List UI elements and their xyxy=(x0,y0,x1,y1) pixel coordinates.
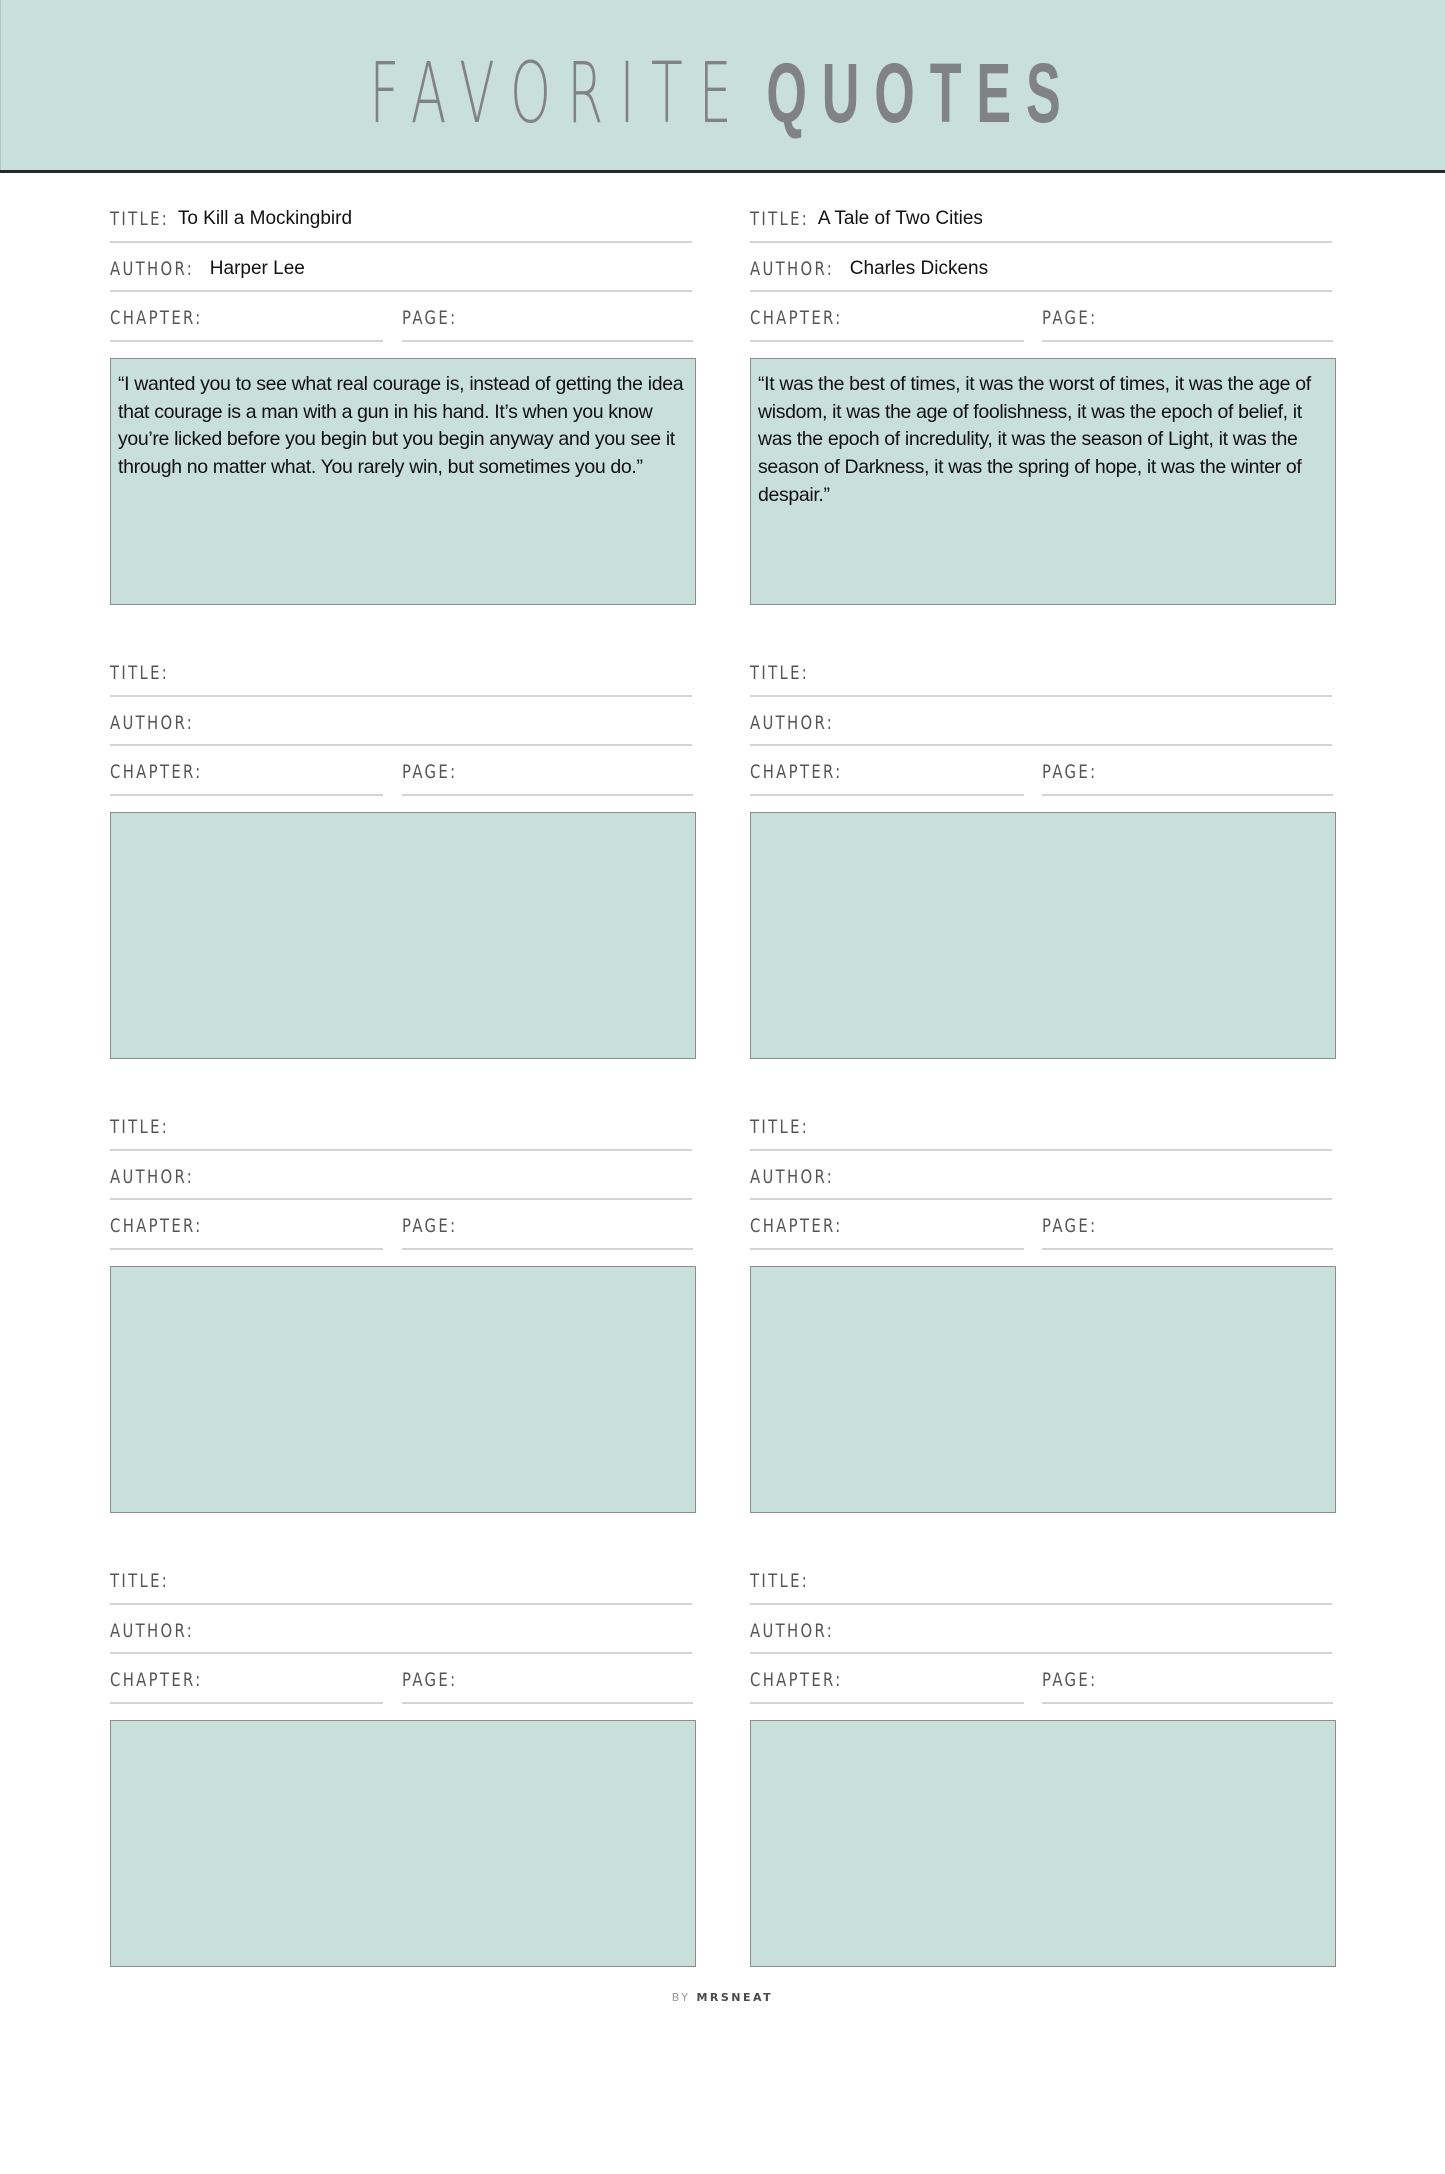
quote-textbox[interactable] xyxy=(750,812,1336,1059)
chapter-label: CHAPTER: xyxy=(110,761,203,783)
title-label: TITLE: xyxy=(110,1570,170,1592)
chapter-field[interactable] xyxy=(750,301,861,329)
quote-textbox[interactable]: “It was the best of times, it was the worst of times, it was the age of wisdom, it was the age of foolishness, it was the epoch of belief, it was the epoch of incredulity, it was the season of Light, it was the season of Darkness, it was the spring of hope, it was the winter of despair.” xyxy=(750,358,1336,605)
author-field[interactable] xyxy=(110,1160,210,1188)
chapter-field[interactable] xyxy=(110,1663,221,1691)
footer-brand: MRSNEAT xyxy=(696,1991,774,2004)
author-label: AUTHOR: xyxy=(110,258,195,280)
title-underline xyxy=(750,241,1332,243)
chapter-field[interactable] xyxy=(750,1209,861,1237)
title-field[interactable] xyxy=(750,1110,818,1138)
page-underline xyxy=(1042,340,1333,342)
page-label: PAGE: xyxy=(402,1669,458,1691)
author-underline xyxy=(110,290,692,292)
chapter-underline xyxy=(750,794,1024,796)
author-label: AUTHOR: xyxy=(110,1166,195,1188)
chapter-underline xyxy=(110,340,383,342)
quote-entry xyxy=(110,1562,700,2174)
title-underline xyxy=(110,695,692,697)
title-label: TITLE: xyxy=(110,1116,170,1138)
title-field[interactable] xyxy=(110,1110,178,1138)
quote-textbox[interactable]: “I wanted you to see what real courage is, instead of getting the idea that courage is a man with a gun in his hand. It’s when you know you’re licked before you begin but you begin anyway and you see it through no matter what. You rarely win, but sometimes you do.” xyxy=(110,358,696,605)
title-label: TITLE: xyxy=(750,1116,810,1138)
author-label: AUTHOR: xyxy=(110,1620,195,1642)
chapter-field[interactable] xyxy=(750,1663,861,1691)
author-underline xyxy=(750,1652,1332,1654)
title-underline xyxy=(110,1149,692,1151)
page-underline xyxy=(402,794,693,796)
author-underline xyxy=(750,744,1332,746)
author-field[interactable] xyxy=(750,252,988,280)
page-field[interactable] xyxy=(1042,1663,1105,1691)
chapter-label: CHAPTER: xyxy=(750,761,843,783)
title-field[interactable] xyxy=(750,202,983,230)
chapter-label: CHAPTER: xyxy=(110,307,203,329)
chapter-label: CHAPTER: xyxy=(110,1215,203,1237)
page-title-bold: QUOTES xyxy=(766,46,1076,140)
page-label: PAGE: xyxy=(1042,1669,1098,1691)
page-underline xyxy=(1042,794,1333,796)
quote-textbox[interactable] xyxy=(110,1720,696,1967)
page-title-light: FAVORITE xyxy=(369,44,748,142)
title-field[interactable] xyxy=(750,1564,818,1592)
author-underline xyxy=(750,290,1332,292)
page-label: PAGE: xyxy=(402,307,458,329)
chapter-underline xyxy=(750,1248,1024,1250)
chapter-label: CHAPTER: xyxy=(750,307,843,329)
author-field[interactable] xyxy=(110,252,305,280)
quote-textbox[interactable] xyxy=(750,1266,1336,1513)
page-field[interactable] xyxy=(402,1663,465,1691)
title-value[interactable]: To Kill a Mockingbird xyxy=(177,208,353,229)
chapter-underline xyxy=(750,1702,1024,1704)
author-value[interactable]: Harper Lee xyxy=(209,258,305,279)
author-label: AUTHOR: xyxy=(110,712,195,734)
page-field[interactable] xyxy=(1042,301,1105,329)
header-divider xyxy=(0,170,1445,173)
page-underline xyxy=(402,340,693,342)
page-underline xyxy=(1042,1248,1333,1250)
title-label: TITLE: xyxy=(110,662,170,684)
page-underline xyxy=(1042,1702,1333,1704)
title-underline xyxy=(750,695,1332,697)
page-label: PAGE: xyxy=(1042,307,1098,329)
page-label: PAGE: xyxy=(402,761,458,783)
chapter-field[interactable] xyxy=(110,1209,221,1237)
author-field[interactable] xyxy=(110,1614,210,1642)
chapter-field[interactable] xyxy=(110,301,221,329)
author-field[interactable] xyxy=(750,706,850,734)
chapter-label: CHAPTER: xyxy=(750,1215,843,1237)
author-field[interactable] xyxy=(750,1160,850,1188)
author-field[interactable] xyxy=(750,1614,850,1642)
title-field[interactable] xyxy=(110,1564,178,1592)
page-underline xyxy=(402,1248,693,1250)
title-label: TITLE: xyxy=(750,662,810,684)
quote-textbox[interactable] xyxy=(110,812,696,1059)
title-label: TITLE: xyxy=(110,208,170,230)
quote-textbox[interactable] xyxy=(110,1266,696,1513)
page-field[interactable] xyxy=(402,1209,465,1237)
author-label: AUTHOR: xyxy=(750,258,835,280)
chapter-underline xyxy=(110,1702,383,1704)
title-label: TITLE: xyxy=(750,208,810,230)
title-underline xyxy=(110,1603,692,1605)
title-label: TITLE: xyxy=(750,1570,810,1592)
author-underline xyxy=(110,744,692,746)
title-field[interactable] xyxy=(110,656,178,684)
title-value[interactable]: A Tale of Two Cities xyxy=(817,208,983,229)
quote-textbox[interactable] xyxy=(750,1720,1336,1967)
chapter-field[interactable] xyxy=(750,755,861,783)
title-underline xyxy=(750,1603,1332,1605)
chapter-field[interactable] xyxy=(110,755,221,783)
author-underline xyxy=(750,1198,1332,1200)
chapter-underline xyxy=(110,1248,383,1250)
author-underline xyxy=(110,1198,692,1200)
page-title xyxy=(0,44,1445,142)
page-underline xyxy=(402,1702,693,1704)
chapter-label: CHAPTER: xyxy=(750,1669,843,1691)
chapter-underline xyxy=(750,340,1024,342)
author-value[interactable]: Charles Dickens xyxy=(849,258,989,279)
page-label: PAGE: xyxy=(1042,1215,1098,1237)
chapter-underline xyxy=(110,794,383,796)
author-label: AUTHOR: xyxy=(750,1620,835,1642)
quote-entry xyxy=(750,1562,1340,2174)
page-label: PAGE: xyxy=(402,1215,458,1237)
page-field[interactable] xyxy=(402,755,465,783)
author-label: AUTHOR: xyxy=(750,1166,835,1188)
footer-credit xyxy=(0,1991,1445,2004)
title-underline xyxy=(750,1149,1332,1151)
title-underline xyxy=(110,241,692,243)
chapter-label: CHAPTER: xyxy=(110,1669,203,1691)
title-field[interactable] xyxy=(110,202,352,230)
author-field[interactable] xyxy=(110,706,210,734)
author-label: AUTHOR: xyxy=(750,712,835,734)
page-field[interactable] xyxy=(1042,1209,1105,1237)
author-underline xyxy=(110,1652,692,1654)
title-field[interactable] xyxy=(750,656,818,684)
footer-by: BY xyxy=(671,1991,691,2004)
page-field[interactable] xyxy=(402,301,465,329)
page-field[interactable] xyxy=(1042,755,1105,783)
page-label: PAGE: xyxy=(1042,761,1098,783)
